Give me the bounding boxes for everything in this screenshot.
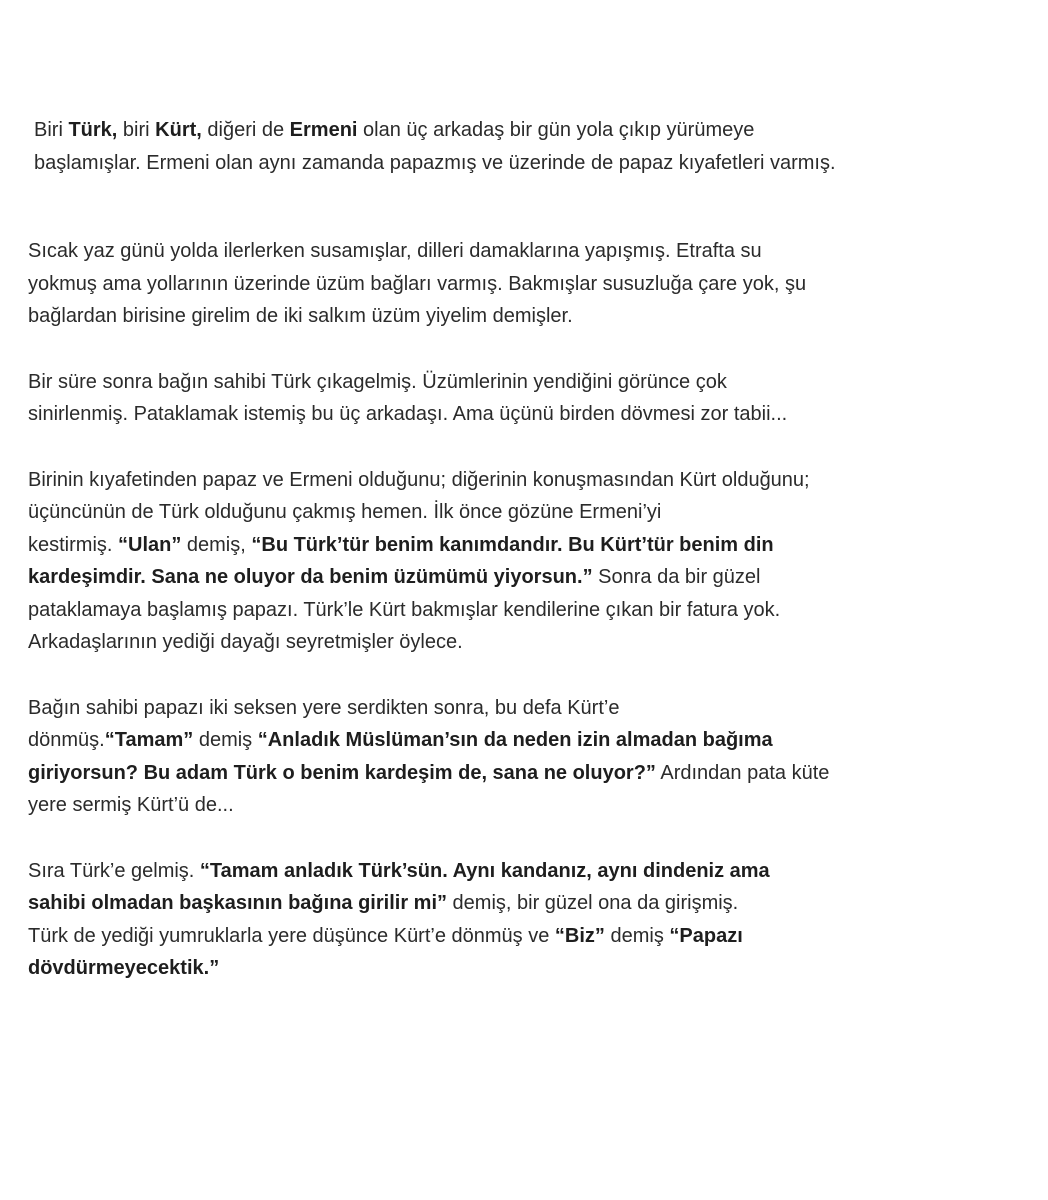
- text-run: başlamışlar. Ermeni olan aynı zamanda papazmış ve üzerinde de papaz kıyafetleri varmış.: [34, 151, 836, 174]
- bold-text: “Bu Türk’tür benim kanımdandır. Bu Kürt’tür benim din: [251, 533, 774, 556]
- bold-text: “Biz”: [554, 924, 605, 947]
- text-run: demiş: [604, 924, 670, 947]
- paragraph-6: [28, 855, 1028, 985]
- text-run: demiş, bir güzel ona da girişmiş.: [447, 892, 739, 914]
- bold-text: dövdürmeyecektik.”: [28, 957, 220, 979]
- text-line: [28, 398, 1028, 431]
- paragraph-gap: [28, 822, 1028, 855]
- text-run: üçüncünün de Türk olduğunu çakmış hemen. İlk önce gözüne Ermeni’yi: [28, 501, 662, 523]
- text-run: Biri: [34, 119, 69, 141]
- paragraph-2: [28, 235, 1028, 333]
- text-run: demiş: [193, 729, 258, 751]
- text-line: [28, 594, 1028, 627]
- text-line: [28, 496, 1028, 529]
- paragraph-4: [28, 464, 1028, 659]
- text-line: [28, 887, 1028, 920]
- paragraph-5: [28, 692, 1028, 822]
- text-line: [28, 789, 1028, 822]
- text-run: Sıcak yaz günü yolda ilerlerken susamışlar, dilleri damaklarına yapışmış. Etrafta su: [28, 240, 762, 262]
- text-run: olan üç arkadaş bir gün yola çıkıp yürümeye: [357, 119, 755, 141]
- bold-text: giriyorsun? Bu adam Türk o benim kardeşim de, sana ne oluyor?”: [28, 761, 656, 784]
- text-run: Sıra Türk’e gelmiş.: [28, 859, 200, 882]
- paragraph-1: [28, 114, 1028, 179]
- text-run: Ardından pata küte: [655, 761, 830, 784]
- bold-text: Kürt,: [155, 119, 202, 141]
- text-run: biri: [117, 119, 156, 141]
- text-run: Bir süre sonra bağın sahibi Türk çıkagelmiş. Üzümlerinin yendiğini görünce çok: [28, 370, 727, 393]
- bold-text: Ermeni: [289, 119, 358, 141]
- text-line: [28, 724, 1028, 757]
- paragraph-3: [28, 366, 1028, 431]
- paragraph-gap: [28, 179, 1028, 235]
- text-line: [28, 855, 1028, 888]
- text-run: kestirmiş.: [28, 533, 118, 556]
- text-line: [34, 114, 1028, 147]
- text-line: [28, 692, 1028, 725]
- text-line: [28, 235, 1028, 268]
- text-line: [28, 561, 1028, 594]
- text-line: [28, 952, 1028, 985]
- bold-text: “Tamam anladık Türk’sün. Aynı kandanız, aynı dindeniz ama: [199, 859, 770, 882]
- text-line: [28, 366, 1028, 399]
- bold-text: Türk,: [68, 119, 118, 141]
- text-run: Arkadaşlarının yediği dayağı seyretmişler öylece.: [28, 631, 463, 653]
- bold-text: “Tamam”: [104, 729, 194, 751]
- text-run: Birinin kıyafetinden papaz ve Ermeni olduğunu; diğerinin konuşmasından Kürt olduğunu;: [28, 468, 810, 491]
- paragraph-gap: [28, 431, 1028, 464]
- text-run: dönmüş.: [28, 729, 105, 751]
- text-run: Bağın sahibi papazı iki seksen yere serdikten sonra, bu defa Kürt’e: [28, 696, 620, 719]
- text-run: Türk de yediği yumruklarla yere düşünce Kürt’e dönmüş ve: [28, 924, 555, 947]
- text-line: [28, 300, 1028, 333]
- text-run: pataklamaya başlamış papazı. Türk’le Kürt bakmışlar kendilerine çıkan bir fatura yok.: [28, 598, 781, 621]
- text-line: [28, 626, 1028, 659]
- text-line: [34, 147, 1028, 180]
- bold-text: “Ulan”: [118, 533, 182, 556]
- story-body: [28, 114, 1028, 985]
- text-line: [28, 920, 1028, 953]
- paragraph-gap: [28, 333, 1028, 366]
- text-run: bağlardan birisine girelim de iki salkım üzüm yiyelim demişler.: [28, 305, 573, 327]
- bold-text: kardeşimdir. Sana ne oluyor da benim üzümümü yiyorsun.”: [28, 566, 593, 588]
- bold-text: sahibi olmadan başkasının bağına girilir mi”: [28, 892, 447, 914]
- bold-text: “Anladık Müslüman’sın da neden izin almadan bağıma: [257, 729, 773, 751]
- text-run: sinirlenmiş. Pataklamak istemiş bu üç arkadaşı. Ama üçünü birden dövmesi zor tabii...: [28, 403, 788, 425]
- text-run: Sonra da bir güzel: [592, 566, 761, 588]
- text-run: diğeri de: [201, 119, 290, 141]
- story-document: [28, 114, 1028, 985]
- text-line: [28, 268, 1028, 301]
- bold-text: “Papazı: [669, 924, 743, 947]
- paragraph-gap: [28, 659, 1028, 692]
- text-line: [28, 464, 1028, 497]
- text-run: yere sermiş Kürt’ü de...: [28, 794, 234, 816]
- text-run: demiş,: [181, 533, 252, 556]
- text-line: [28, 529, 1028, 562]
- text-run: yokmuş ama yollarının üzerinde üzüm bağları varmış. Bakmışlar susuzluğa çare yok, şu: [28, 272, 807, 295]
- text-line: [28, 757, 1028, 790]
